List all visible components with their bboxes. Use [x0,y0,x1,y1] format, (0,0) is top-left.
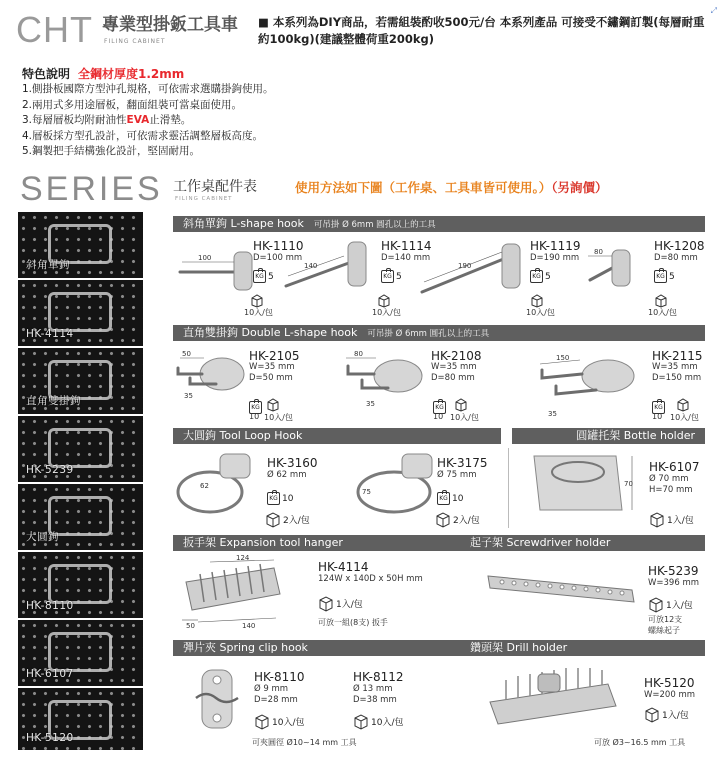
product-spec: D=80 mm [654,253,698,263]
expand-icon[interactable]: ⤢ [710,6,717,15]
usage-note-text: 使用方法如下圖（工作桌、工具車皆可使用。） [295,180,552,195]
hk4114-dim-h: 50 [186,622,195,630]
box-icon [265,512,281,528]
weight-icon: KG [654,270,667,283]
pack-qty [318,593,363,612]
weight-rating [654,266,675,285]
product-note: 可放12支 螺絲起子 [648,615,683,635]
product-spec: Ø 62 mm [267,470,307,480]
screwdriver-holder-illustration [484,568,644,614]
product-code: HK-4114 [318,560,369,574]
box-icon [648,597,664,613]
pack-qty-text: 10入/包 [670,413,699,422]
product-code: HK-2105 [249,349,300,363]
thumb-label: HK-5120 [26,732,74,744]
feature-item [22,113,442,129]
hk1208-dim: 80 [594,248,603,256]
thumb-photo [18,620,143,688]
weight-value: 5 [396,271,402,282]
hk6107-dim: 70 [624,480,633,488]
product-spec: D=100 mm [253,253,303,263]
pack-qty [644,704,689,723]
thumb-photo [18,552,143,620]
section-bar-expansion [173,535,501,551]
expansion-hanger-illustration [180,554,288,630]
pack-qty-text: 10入/包 [450,413,479,422]
thumb-label: 斜角單鉤 [26,259,70,271]
hk1119-dim: 190 [458,262,472,270]
pack-qty-text: 10入/包 [648,308,677,317]
product-photo [48,428,112,468]
pack-qty [265,509,310,528]
spring-footnote: 可夾圓徑 Ø10~14 mm 工具 [252,738,357,747]
weight-icon: KG [652,401,665,414]
brand-title: 專業型掛鈑工具車 [102,15,238,35]
box-icon [377,294,391,308]
box-icon [644,707,660,723]
thumb-photo [18,416,143,484]
section-note: 可吊掛 Ø 6mm 圓孔以上的工具 [367,329,490,339]
feature-item: 1.側掛板國際方型沖孔規格，可依需求選購掛鉤使用。 [22,83,274,95]
product-code: HK-1114 [381,239,432,253]
box-icon [435,512,451,528]
features-list [22,82,442,160]
pack-qty [353,711,404,730]
weight-value: 10 [433,412,444,421]
weight-icon: KG [433,401,446,414]
thumb-photo [18,280,143,348]
product-code: HK-5120 [644,676,695,690]
box-icon [318,596,334,612]
thumb-label: HK-5239 [26,464,74,476]
product-spec: W=396 mm [648,578,700,588]
weight-rating [267,488,293,507]
pack-qty-text: 1入/包 [336,600,363,610]
product-code: HK-3160 [267,456,318,470]
product-code: HK-1119 [530,239,581,253]
thumb-photo [18,688,143,752]
product-code: HK-2115 [652,349,703,363]
section-title: 鑽頭架 Drill holder [470,641,568,654]
thumb-label: HK-8110 [26,600,74,612]
section-title: 直角雙掛鉤 Double L-shape hook [183,326,358,339]
box-icon [254,714,270,730]
bottle-holder-illustration [520,448,644,526]
price-note: （另詢價） [551,180,608,195]
features-title [22,66,184,82]
product-code: HK-1208 [654,239,705,253]
product-spec: W=35 mm D=80 mm [431,362,477,383]
weight-value: 5 [669,271,675,282]
product-spec: W=35 mm D=150 mm [652,362,702,383]
box-icon [654,294,668,308]
thumb-photo [18,484,143,552]
hk1110-dim: 100 [198,254,212,262]
spring-clip-illustration [194,664,246,734]
section-bar-lshape [173,216,705,232]
product-note: 可放一組(8支) 扳手 [318,618,388,627]
column-divider [508,448,509,528]
thumb-photo [18,212,143,280]
product-spec: D=140 mm [381,253,431,263]
product-spec: Ø 70 mm H=70 mm [649,474,693,495]
pack-qty [649,509,694,528]
product-code: HK-2108 [431,349,482,363]
thumb-photo [18,348,143,416]
feature-item-text: 止滑墊。 [149,114,192,126]
weight-icon: KG [253,270,266,283]
product-spec: Ø 9 mm D=28 mm [254,684,298,705]
pack-qty [266,394,280,413]
feature-eva-highlight: EVA [126,114,150,126]
pack-qty-text: 1入/包 [662,711,689,721]
pack-qty [676,394,690,413]
product-code: HK-3175 [437,456,488,470]
pack-qty [254,711,305,730]
product-code: HK-8110 [254,670,305,684]
weight-icon: KG [249,401,262,414]
hk2105-dim-b: 35 [184,392,193,400]
product-spec: D=190 mm [530,253,580,263]
section-bar-double [173,325,705,341]
pack-qty [454,394,468,413]
product-photo [48,564,112,604]
brand-logo: CHT [16,9,93,50]
hk4114-dim-d: 140 [242,622,256,630]
double-hooks-illustration [176,344,656,422]
product-spec: W=200 mm [644,690,696,700]
accessories-subtitle: FILING CABINET [175,196,233,202]
pack-qty-text: 10入/包 [272,718,305,728]
section-note: 可吊掛 Ø 6mm 圓孔以上的工具 [313,220,436,230]
features-label: 特色說明 [22,67,71,81]
product-code: HK-8112 [353,670,404,684]
product-spec: Ø 75 mm [437,470,477,480]
weight-value: 10 [249,412,260,421]
product-photo [48,632,112,672]
product-photo [48,292,112,332]
section-bar-drill [460,640,705,656]
section-title: 圓罐托架 Bottle holder [576,429,695,442]
thumb-label: HK-4114 [26,328,74,340]
weight-icon: KG [530,270,543,283]
feature-item: 4.層板採方型孔設計，可依需求靈活調整層板高度。 [22,129,264,142]
box-icon [266,398,280,412]
features-highlight: 全鋼材厚度1.2mm [78,67,185,81]
product-spec: 124W x 140D x 50H mm [318,574,423,584]
hk2105-dim-a: 50 [182,350,191,358]
hk2108-dim-b: 35 [366,400,375,408]
product-code: HK-5239 [648,564,699,578]
section-title: 斜角單鉤 L-shape hook [183,217,304,230]
weight-value: 10 [652,412,663,421]
hk4114-dim-w: 124 [236,554,250,562]
product-spec: W=35 mm D=50 mm [249,362,295,383]
weight-icon: KG [267,492,280,505]
pack-qty-text: 10入/包 [264,413,293,422]
box-icon [353,714,369,730]
thumb-label: 大圓鉤 [26,531,59,543]
hk3175-dim: 75 [362,488,371,496]
box-icon [250,294,264,308]
pack-qty-text: 10入/包 [372,308,401,317]
pack-qty [648,594,693,613]
pack-qty-text: 10入/包 [244,308,273,317]
thumb-label: 直角雙掛鉤 [26,395,81,407]
section-bar-screwdriver [460,535,705,551]
pack-qty-text: 2入/包 [283,516,310,526]
section-title: 起子架 Screwdriver holder [470,536,611,549]
brand-subtitle: FILING CABINET [104,38,166,45]
pack-qty-text: 1入/包 [666,601,693,611]
weight-rating [381,266,402,285]
product-spec: Ø 13 mm D=38 mm [353,684,397,705]
box-icon [454,398,468,412]
product-code: HK-1110 [253,239,304,253]
pack-qty-text: 10入/包 [371,718,404,728]
weight-rating [253,266,274,285]
weight-value: 5 [268,271,274,282]
pack-qty [435,509,480,528]
weight-rating [530,266,551,285]
thumb-label: HK-6107 [26,668,74,680]
drill-holder-illustration [486,662,626,732]
pack-qty-text: 2入/包 [453,516,480,526]
feature-item: 5.鋼製把手結構強化設計，堅固耐用。 [22,145,201,157]
box-icon [676,398,690,412]
weight-rating [437,488,463,507]
hk2115-dim-b: 35 [548,410,557,418]
pack-qty-text: 10入/包 [526,308,555,317]
weight-value: 10 [282,493,294,504]
section-bar-bottle [512,428,705,444]
usage-note [295,180,608,196]
series-heading: SERIES [20,170,163,208]
weight-value: 5 [545,271,551,282]
weight-icon: KG [437,492,450,505]
hk3160-dim: 62 [200,482,209,490]
feature-item-text: 3.每層層板均附耐油性 [22,114,127,126]
accessories-title: 工作桌配件表 [173,179,257,195]
section-title: 扳手架 Expansion tool hanger [183,536,343,549]
pack-qty-text: 1入/包 [667,516,694,526]
hk2115-dim-a: 150 [556,354,570,362]
weight-icon: KG [381,270,394,283]
feature-item: 2.兩用式多用途層板，翻面組裝可當桌面使用。 [22,98,243,111]
box-icon [530,294,544,308]
header-notice: ■ 本系列為DIY商品，若需組裝酌收500元/台 本系列產品 可接受不鏽鋼訂製(每層耐重約100kg)(建議整體荷重200kg) [258,15,705,46]
section-bar-spring [173,640,501,656]
drill-footnote: 可放 Ø3~16.5 mm 工具 [594,738,686,747]
product-code: HK-6107 [649,460,700,474]
hk1114-dim: 140 [304,262,318,270]
section-title: 彈片夾 Spring clip hook [183,641,308,654]
box-icon [649,512,665,528]
weight-value: 10 [452,493,464,504]
section-title: 大圓鉤 Tool Loop Hook [183,429,303,442]
section-bar-loop [173,428,501,444]
hk2108-dim-a: 80 [354,350,363,358]
